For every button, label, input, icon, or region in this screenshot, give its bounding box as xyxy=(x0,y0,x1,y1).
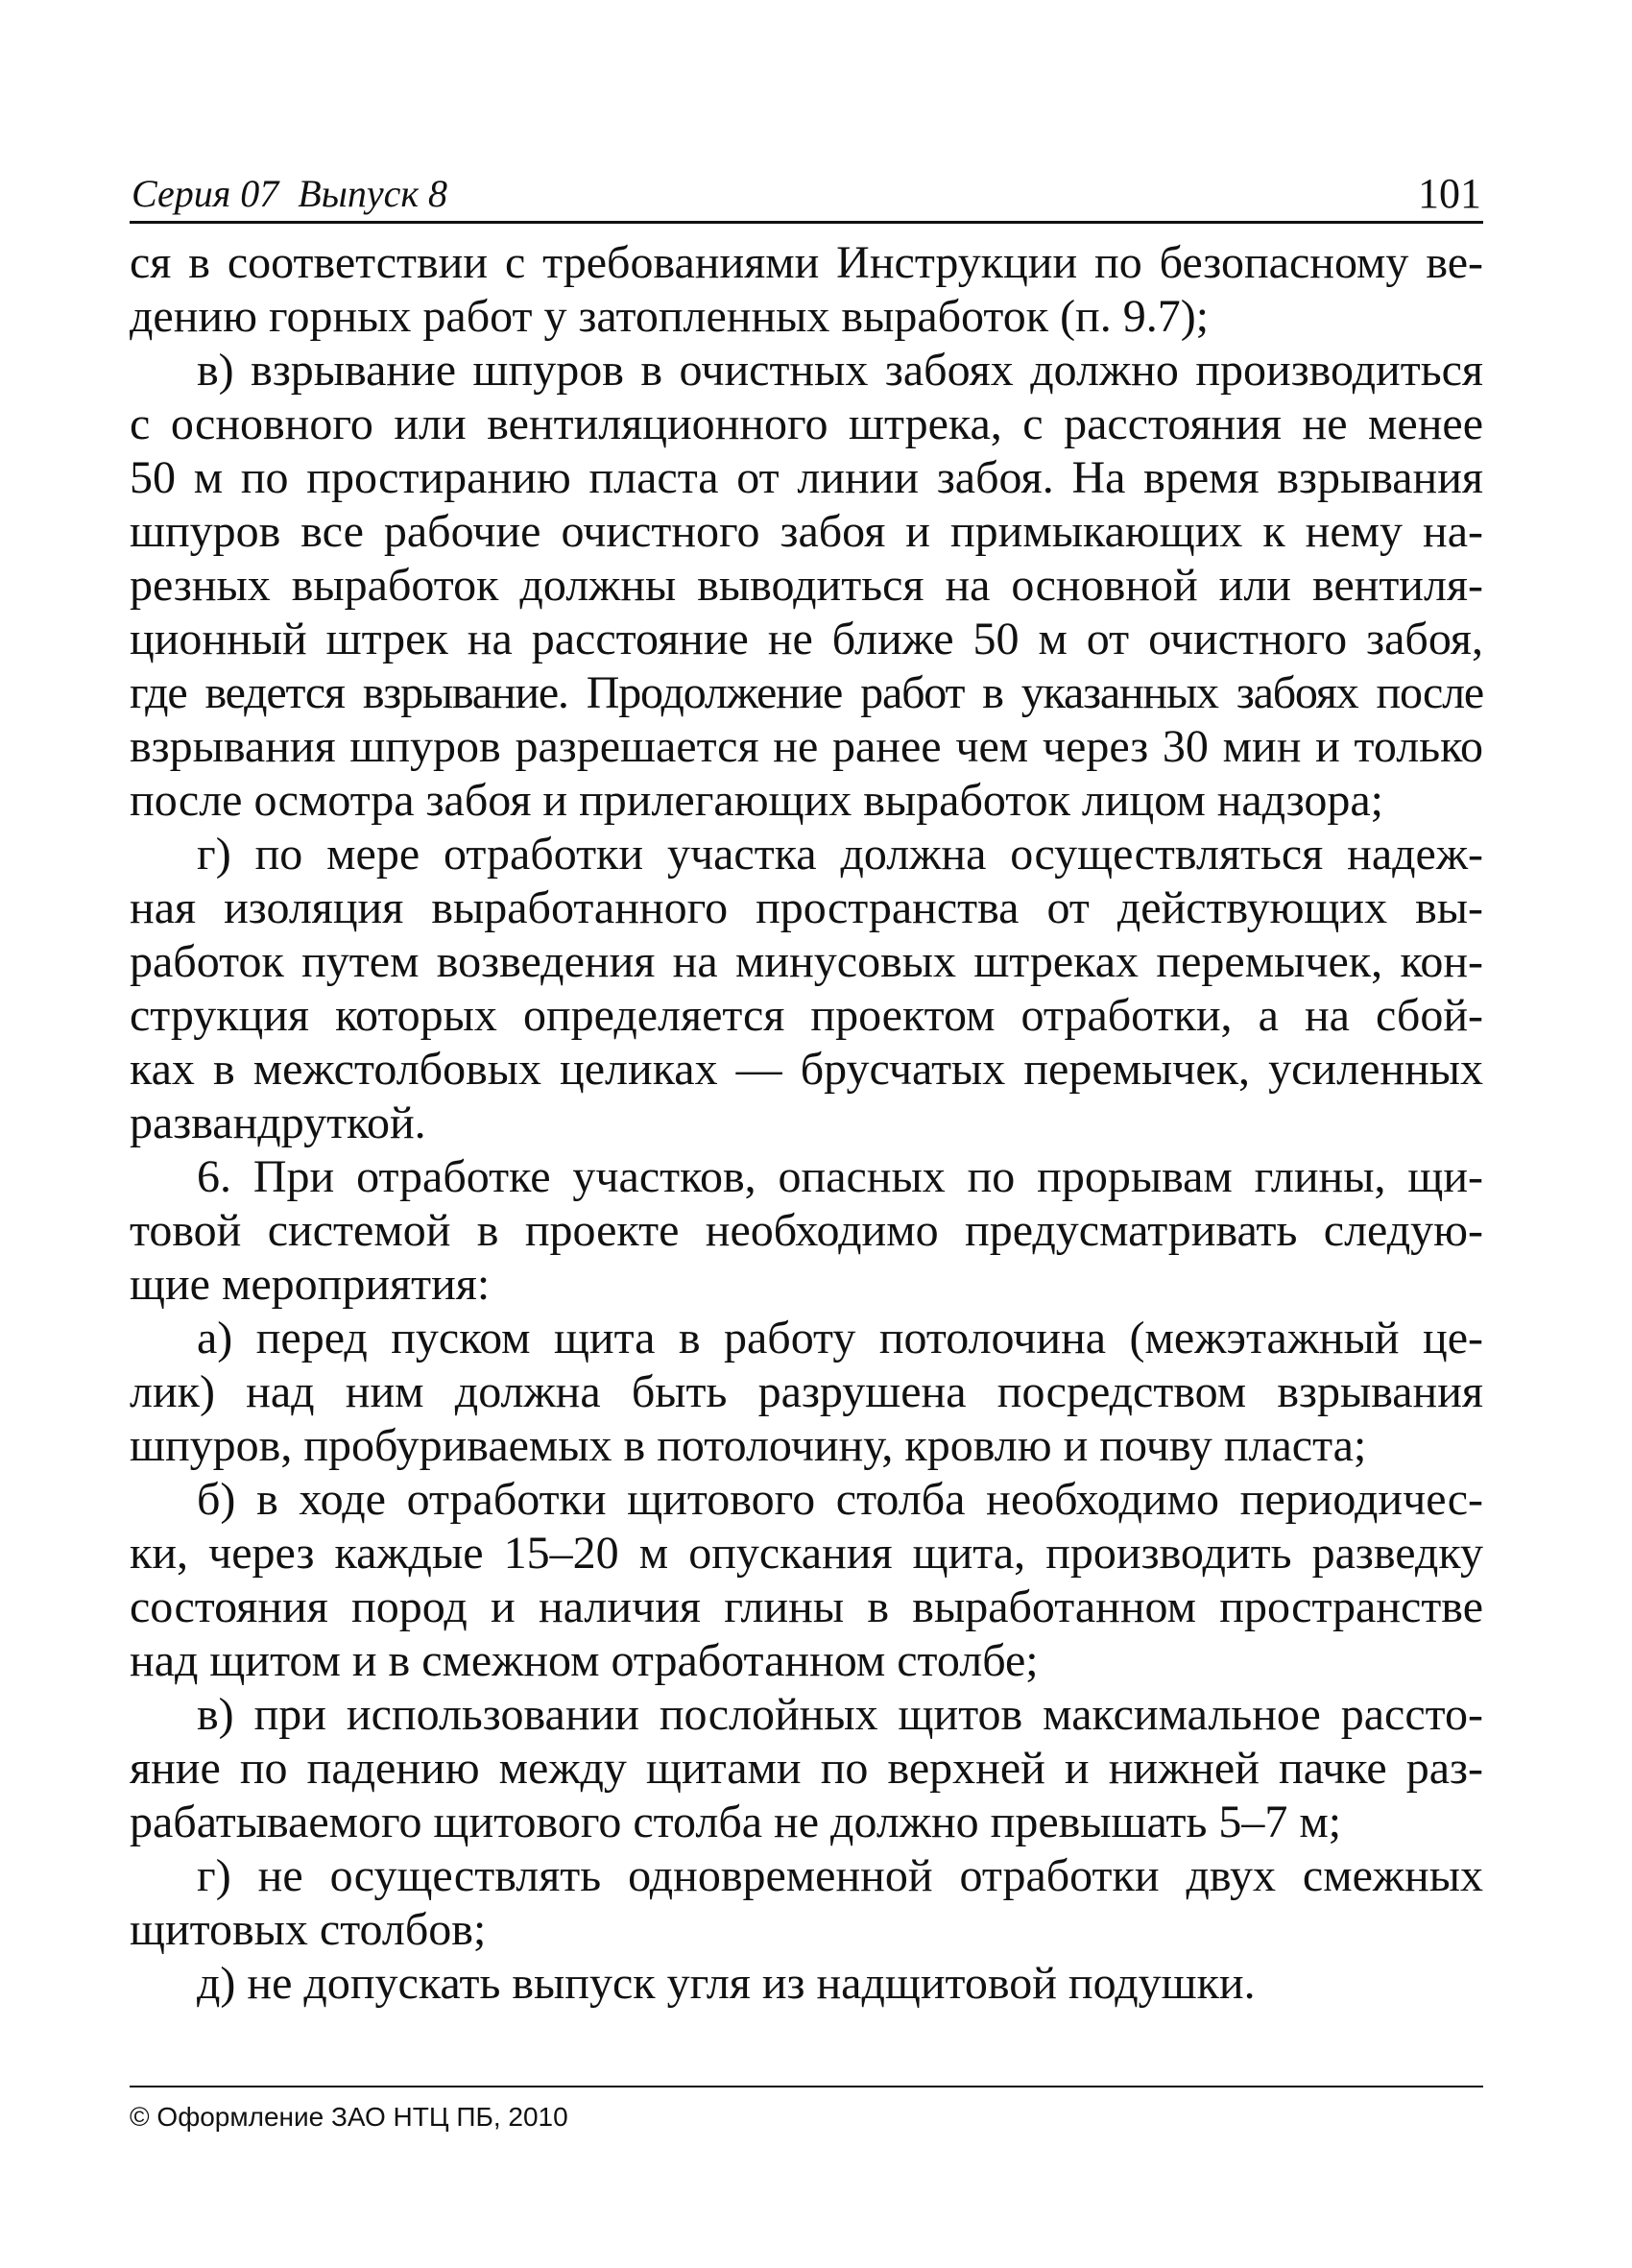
header-series-label: Серия 07 Выпуск 8 xyxy=(132,172,448,215)
text-line: ционный штрек на расстояние не ближе 50 м от очистного забоя, xyxy=(130,614,1483,664)
text-line: шпуров все рабочие очистного забоя и примыкающих к нему на- xyxy=(130,506,1483,557)
text-line: в) взрывание шпуров в очистных забоях должно производиться xyxy=(197,345,1483,396)
text-line: яние по падению между щитами по верхней и нижней пачке раз- xyxy=(130,1743,1483,1794)
body-text xyxy=(130,236,1483,2011)
text-line: над щитом и в смежном отработанном столбе; xyxy=(130,1635,1039,1686)
text-line: ки, через каждые 15–20 м опускания щита, производить разведку xyxy=(130,1528,1483,1579)
text-line: струкция которых определяется проектом отработки, а на сбой- xyxy=(130,990,1483,1041)
text-line: г) по мере отработки участка должна осуществляться надеж- xyxy=(197,829,1483,880)
text-line: взрывания шпуров разрешается не ранее чем через 30 мин и только xyxy=(130,721,1483,772)
paragraph xyxy=(130,1312,1483,1473)
paragraph xyxy=(130,828,1483,1150)
text-line: товой системой в проекте необходимо предусматривать следую- xyxy=(130,1205,1483,1256)
paragraph xyxy=(130,1849,1483,1957)
text-line: состояния пород и наличия глины в выработанном пространстве xyxy=(130,1581,1483,1632)
paragraph xyxy=(130,1688,1483,1849)
paragraph xyxy=(130,344,1483,828)
paragraph xyxy=(130,1473,1483,1688)
text-line: где ведется взрывание. Продолжение работ в указанных забоях после xyxy=(130,667,1483,718)
text-line: ная изоляция выработанного пространства от действующих вы- xyxy=(130,882,1483,933)
text-line: д) не допускать выпуск угля из надщитовой подушки. xyxy=(197,1958,1256,2009)
text-line: с основного или вентиляционного штрека, с расстояния не менее xyxy=(130,398,1483,449)
paragraph xyxy=(130,1150,1483,1312)
text-line: рабатываемого щитового столба не должно превышать 5–7 м; xyxy=(130,1797,1342,1847)
page-number: 101 xyxy=(1418,170,1481,217)
text-line: ся в соответствии с требованиями Инструкции по безопасному ве- xyxy=(130,237,1483,288)
text-line: щитовых столбов; xyxy=(130,1904,487,1955)
running-header xyxy=(130,163,1483,224)
text-line: б) в ходе отработки щитового столба необходимо периодичес- xyxy=(197,1474,1483,1525)
text-line: работок путем возведения на минусовых штреках перемычек, кон- xyxy=(130,936,1483,987)
text-line: ках в межстолбовых целиках — брусчатых перемычек, усиленных xyxy=(130,1044,1483,1095)
text-line: после осмотра забоя и прилегающих выработок лицом надзора; xyxy=(130,775,1384,826)
text-line: а) перед пуском щита в работу потолочина (межэтажный це- xyxy=(197,1313,1483,1363)
text-line: шпуров, пробуриваемых в потолочину, кровлю и почву пласта; xyxy=(130,1420,1367,1471)
text-line: 50 м по простиранию пласта от линии забоя. На время взрывания xyxy=(130,452,1483,503)
paragraph xyxy=(130,1957,1483,2011)
text-line: резных выработок должны выводиться на основной или вентиля- xyxy=(130,560,1483,611)
text-line: г) не осуществлять одновременной отработки двух смежных xyxy=(197,1850,1483,1901)
footer-divider xyxy=(130,2086,1483,2087)
paragraph xyxy=(130,236,1483,344)
text-line: лик) над ним должна быть разрушена посредством взрывания xyxy=(130,1366,1483,1417)
text-line: развандруткой. xyxy=(130,1098,426,1148)
text-line: в) при использовании послойных щитов максимальное рассто- xyxy=(197,1689,1483,1740)
text-line: 6. При отработке участков, опасных по прорывам глины, щи- xyxy=(197,1151,1483,1202)
text-line: дению горных работ у затопленных выработок (п. 9.7); xyxy=(130,291,1210,342)
footer-copyright: © Оформление ЗАО НТЦ ПБ, 2010 xyxy=(130,2102,568,2132)
text-line: щие мероприятия: xyxy=(130,1259,491,1310)
